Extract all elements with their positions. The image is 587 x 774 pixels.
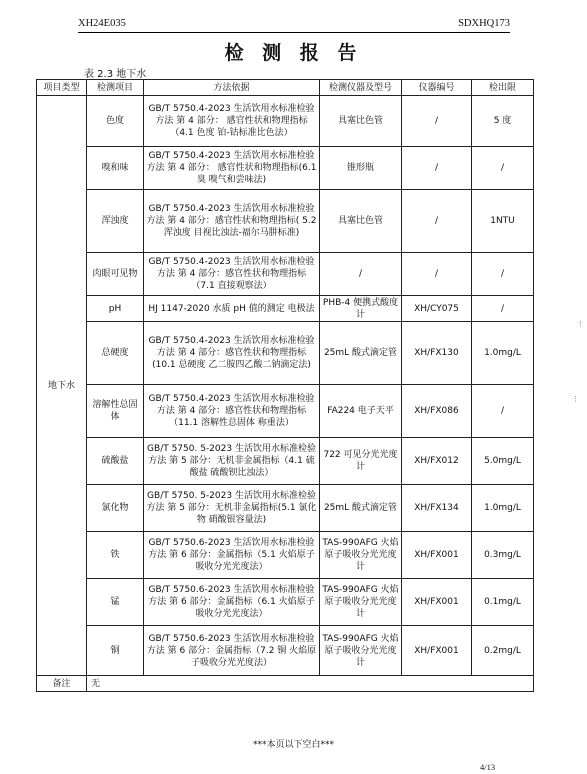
detection-limit-cell: 0.3mg/L [472,532,534,579]
header-divider [78,32,510,33]
instrument-number-cell: XH/FX012 [402,438,472,485]
blank-below-note: ***本页以下空白*** [252,740,334,750]
method-cell: GB/T 5750.6-2023 生活饮用水标准检验方法 第 6 部分：金属指标（5.1 火焰原子吸收分光光度法） [144,532,320,579]
table-row [37,385,534,438]
table-row [37,579,534,626]
item-cell: 总硬度 [87,322,144,385]
instrument-number-cell: / [402,96,472,147]
instrument-cell: 25mL 酸式滴定管 [320,485,402,532]
item-cell: 色度 [87,96,144,147]
category-cell: 地下水 [37,96,87,676]
table-title: 表 2.3 地下水 [84,69,147,80]
detection-limit-cell: / [472,385,534,438]
instrument-number-cell: XH/CY075 [402,296,472,322]
instrument-number-cell: XH/FX134 [402,485,472,532]
instrument-number-cell: XH/FX086 [402,385,472,438]
remarks-label: 备注 [37,676,87,692]
column-header: 项目类型 [37,80,87,96]
instrument-cell: 具塞比色管 [320,190,402,253]
remarks-row [37,676,534,692]
item-cell: 铜 [87,626,144,676]
item-cell: 氯化物 [87,485,144,532]
instrument-number-cell: XH/FX001 [402,626,472,676]
margin-mark: ⋮ [572,395,579,403]
method-cell: GB/T 5750.4-2023 生活饮用水标准检验方法 第 4 部分： 感官性状和物理指标(6.1 臭 嗅气和尝味法) [144,147,320,190]
column-header: 方法依据 [144,80,320,96]
item-cell: pH [87,296,144,322]
table-row [37,322,534,385]
instrument-number-cell: XH/FX001 [402,579,472,626]
table-row [37,438,534,485]
detection-limit-cell: 0.1mg/L [472,579,534,626]
instrument-number-cell: XH/FX001 [402,532,472,579]
instrument-number-cell: / [402,253,472,296]
column-header: 检测项目 [87,80,144,96]
report-title: 检 测 报 告 [224,42,363,64]
table-row [37,532,534,579]
item-cell: 铁 [87,532,144,579]
method-cell: GB/T 5750.4-2023 生活饮用水标准检验方法 第 4 部分：感官性状和物理指标( 5.2 浑浊度 目视比浊法-福尔马肼标准) [144,190,320,253]
page-number: 4/13 [480,762,496,772]
instrument-cell: TAS-990AFG 火焰原子吸收分光光度计 [320,626,402,676]
report-code-left: XH24E035 [78,18,126,29]
table-row [37,296,534,322]
item-cell: 锰 [87,579,144,626]
instrument-cell: / [320,253,402,296]
instrument-number-cell: / [402,147,472,190]
item-cell: 硫酸盐 [87,438,144,485]
column-header: 仪器编号 [402,80,472,96]
method-cell: GB/T 5750. 5-2023 生活饮用水标准检验方法 第 5 部分：无机非金属指标（4.1 硫酸盐 硫酸钡比浊法） [144,438,320,485]
instrument-cell: PHB-4 便携式酸度计 [320,296,402,322]
detection-limit-cell: / [472,253,534,296]
item-cell: 肉眼可见物 [87,253,144,296]
report-code-right: SDXHQ173 [458,18,510,29]
detection-limit-cell: 0.2mg/L [472,626,534,676]
remarks-value: 无 [87,676,534,692]
item-cell: 溶解性总固体 [87,385,144,438]
instrument-cell: 25mL 酸式滴定管 [320,322,402,385]
table-row [37,626,534,676]
method-cell: GB/T 5750. 5-2023 生活饮用水标准检验方法 第 5 部分：无机非金属指标(5.1 氯化物 硝酸银容量法) [144,485,320,532]
instrument-cell: 锥形瓶 [320,147,402,190]
instrument-cell: 具塞比色管 [320,96,402,147]
column-header: 检测仪器及型号 [320,80,402,96]
detection-limit-cell: 5 度 [472,96,534,147]
method-cell: GB/T 5750.4-2023 生活饮用水标准检验方法 第 4 部分：感官性状和物理指标 （7.1 直接观察法） [144,253,320,296]
item-cell: 浑浊度 [87,190,144,253]
instrument-cell: 722 可见分光光度计 [320,438,402,485]
detection-limit-cell: / [472,147,534,190]
method-cell: GB/T 5750.4-2023 生活饮用水标准检验方法 第 4 部分：感官性状和物理指标（11.1 溶解性总固体 称重法） [144,385,320,438]
column-header: 检出限 [472,80,534,96]
table-row [37,190,534,253]
instrument-number-cell: XH/FX130 [402,322,472,385]
method-cell: GB/T 5750.6-2023 生活饮用水标准检验方法 第 6 部分：金属指标（7.2 铜 火焰原子吸收分光光度法） [144,626,320,676]
method-cell: GB/T 5750.6-2023 生活饮用水标准检验方法 第 6 部分：金属指标（6.1 火焰原子吸收分光光度法） [144,579,320,626]
method-cell: GB/T 5750.4-2023 生活饮用水标准检验方法 第 4 部分： 感官性状和物理指标（4.1 色度 铂-钴标准比色法） [144,96,320,147]
instrument-cell: TAS-990AFG 火焰原子吸收分光光度计 [320,579,402,626]
margin-mark: ⋮ [577,320,584,328]
instrument-cell: FA224 电子天平 [320,385,402,438]
detection-limit-cell: 1.0mg/L [472,485,534,532]
table-row [37,485,534,532]
item-cell: 嗅和味 [87,147,144,190]
instrument-cell: TAS-990AFG 火焰原子吸收分光光度计 [320,532,402,579]
detection-limit-cell: 5.0mg/L [472,438,534,485]
detection-limit-cell: / [472,296,534,322]
table-row [37,96,534,147]
detection-methods-table [36,79,534,692]
method-cell: HJ 1147-2020 水质 pH 值的测定 电极法 [144,296,320,322]
table-header-row [37,80,534,96]
instrument-number-cell: / [402,190,472,253]
table-row [37,147,534,190]
detection-limit-cell: 1NTU [472,190,534,253]
method-cell: GB/T 5750.4-2023 生活饮用水标准检验方法 第 4 部分：感官性状和物理指标(10.1 总硬度 乙二胺四乙酸二钠滴定法) [144,322,320,385]
table-row [37,253,534,296]
detection-limit-cell: 1.0mg/L [472,322,534,385]
